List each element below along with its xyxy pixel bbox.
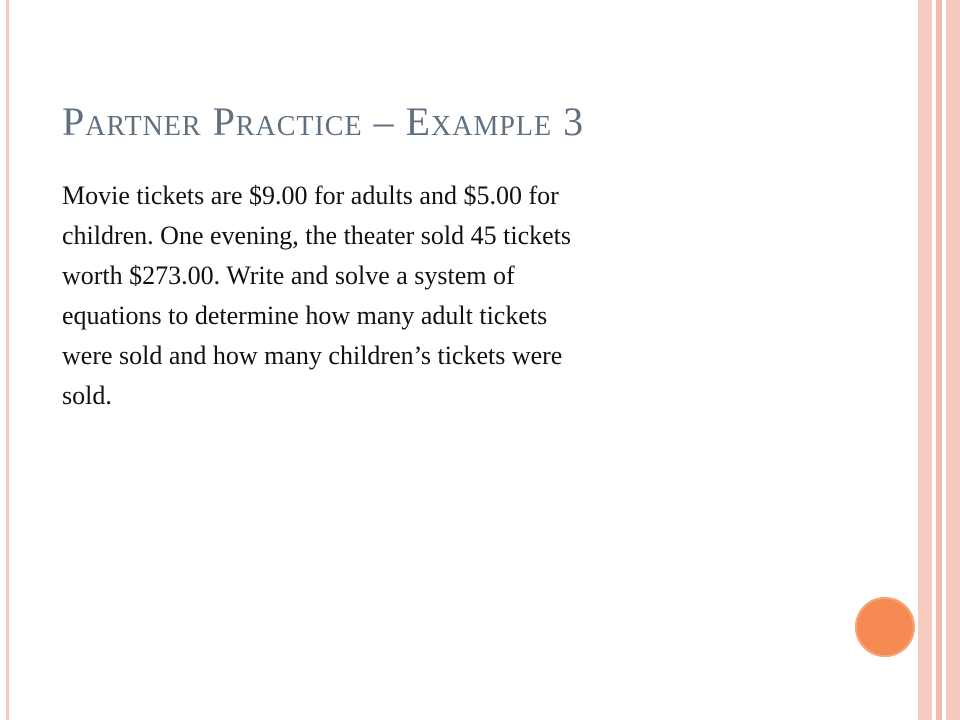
- slide-body-text: [62, 176, 802, 416]
- body-line: children. One evening, the theater sold 45 tickets: [62, 221, 572, 250]
- decorative-band: [946, 0, 960, 720]
- body-line: sold.: [62, 381, 112, 410]
- body-line: Movie tickets are $9.00 for adults and $5.00 for: [62, 181, 559, 210]
- body-line: were sold and how many children’s tickets were: [62, 341, 563, 370]
- body-line: worth $273.00. Write and solve a system of: [62, 261, 515, 290]
- slide-title: Partner Practice – Example 3: [62, 99, 585, 144]
- body-line: equations to determine how many adult tickets: [62, 301, 548, 330]
- left-border-line: [6, 0, 9, 720]
- decorative-band: [918, 0, 932, 720]
- orange-circle-accent: [855, 597, 915, 657]
- right-decorative-bands: [918, 0, 960, 720]
